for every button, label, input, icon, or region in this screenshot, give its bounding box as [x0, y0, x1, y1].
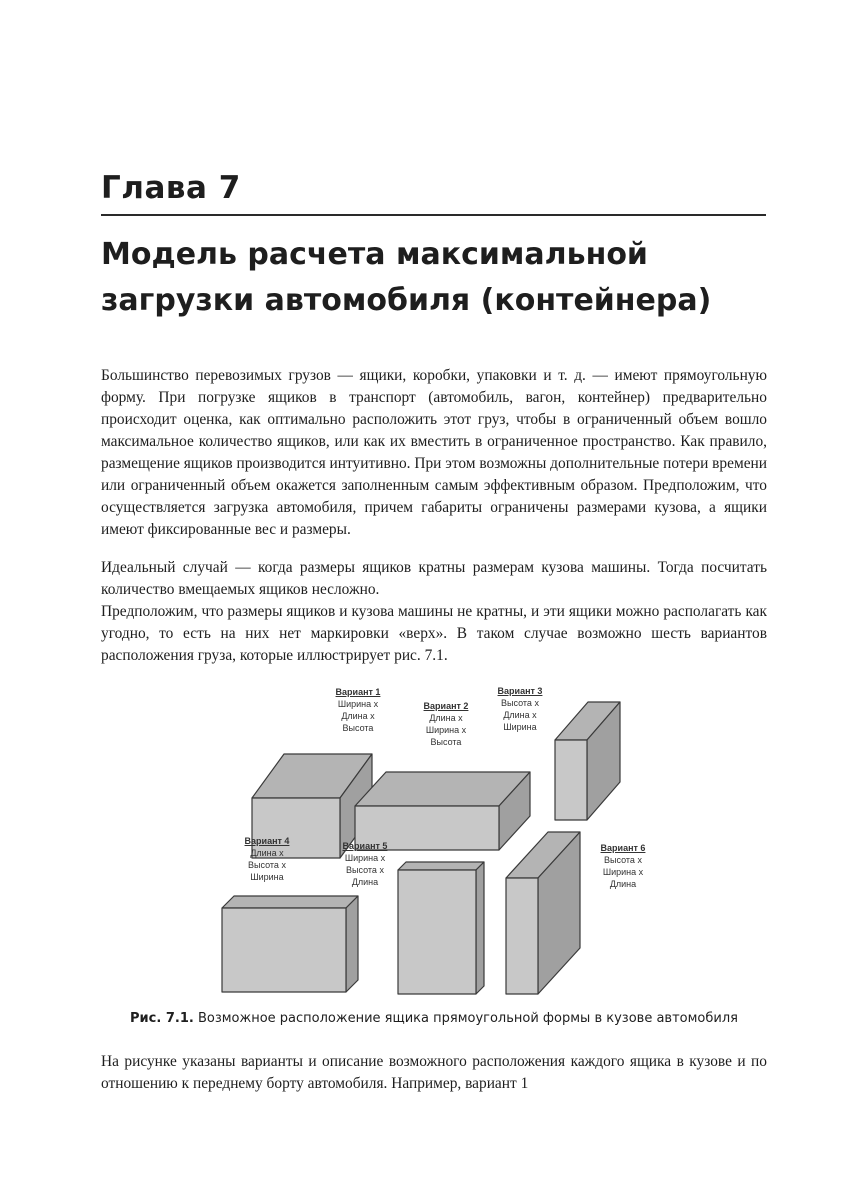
box-variant-3	[555, 702, 620, 820]
variant-2-line-1: Длина х	[429, 713, 463, 723]
chapter-divider	[101, 214, 766, 216]
variant-4-title: Вариант 4	[244, 836, 290, 846]
variant-1-line-2: Длина х	[341, 711, 375, 721]
box-variant-2	[355, 772, 530, 850]
variant-1-label	[318, 686, 398, 734]
variant-6-line-3: Длина	[609, 879, 637, 889]
variant-6-title: Вариант 6	[600, 843, 646, 853]
variant-2-label	[416, 700, 476, 748]
figure-caption-text: Возможное расположение ящика прямоугольной формы в кузове автомобиля	[193, 1011, 738, 1026]
chapter-title-line-1: Модель расчета максимальной	[101, 237, 648, 272]
variant-6-line-2: Ширина х	[602, 867, 644, 877]
variant-1-line-3: Высота	[342, 723, 374, 733]
chapter-title	[101, 232, 781, 324]
paragraph-1: Большинство перевозимых грузов — ящики, коробки, упаковки и т. д. — имеют прямоугольную форму. При погрузке ящиков в транспорт (автомобиль, вагон, контейнер) предварительно происходит оценка, как оптимально расположить этот груз, чтобы в ограниченный объем вошло максимальное количество ящиков, или как их вместить в ограниченное пространство. Как правило, размещение ящиков производится интуитивно. При этом возможны дополнительные потери времени или ограниченный объем окажется заполненным самым эффективным образом. Предположим, что осуществляется загрузка автомобиля, причем габариты ограничены размерами кузова, а ящики имеют фиксированные вес и размеры.	[101, 367, 768, 538]
variant-3-line-3: Ширина	[503, 722, 537, 732]
variant-5-label	[330, 840, 400, 888]
box-variant-5	[398, 862, 484, 994]
variant-5-line-1: Ширина х	[344, 853, 386, 863]
paragraph-3: Предположим, что размеры ящиков и кузова машины не кратны, и эти ящики можно располагать как угодно, то есть на них нет маркировки «верх». В таком случае возможно шесть вариантов расположения груза, которые иллюстрирует рис. 7.1.	[101, 603, 767, 664]
variant-5-line-3: Длина	[351, 877, 379, 887]
paragraph-4: На рисунке указаны варианты и описание возможного расположения каждого ящика в кузове и по отношению к переднему борту автомобиля. Например, вариант 1	[101, 1053, 767, 1092]
figure-box-orientations	[200, 680, 660, 1000]
chapter-title-line-2: загрузки автомобиля (контейнера)	[101, 283, 712, 318]
variant-5-line-2: Высота х	[346, 865, 384, 875]
variant-2-line-3: Высота	[430, 737, 462, 747]
variant-5-title: Вариант 5	[342, 841, 388, 851]
variant-3-line-2: Длина х	[503, 710, 537, 720]
figure-caption	[101, 1011, 767, 1026]
variant-3-label	[490, 685, 550, 733]
figure-caption-number: Рис. 7.1.	[130, 1011, 194, 1026]
box-variant-6	[506, 832, 580, 994]
variant-4-line-1: Длина х	[250, 848, 284, 858]
variant-2-line-2: Ширина х	[425, 725, 467, 735]
chapter-number: Глава 7	[101, 170, 241, 206]
variant-3-title: Вариант 3	[497, 686, 543, 696]
variant-3-line-1: Высота х	[501, 698, 539, 708]
variant-4-line-2: Высота х	[248, 860, 286, 870]
box-variant-4	[222, 896, 358, 992]
variant-2-title: Вариант 2	[423, 701, 469, 711]
variant-4-line-3: Ширина	[250, 872, 284, 882]
paragraph-2: Идеальный случай — когда размеры ящиков кратны размерам кузова машины. Тогда посчитать количество вмещаемых ящиков несложно.	[101, 559, 767, 598]
variant-6-label	[588, 842, 658, 890]
variant-4-label	[232, 835, 302, 883]
variant-1-line-1: Ширина х	[337, 699, 379, 709]
variant-1-title: Вариант 1	[335, 687, 381, 697]
variant-6-line-1: Высота х	[604, 855, 642, 865]
